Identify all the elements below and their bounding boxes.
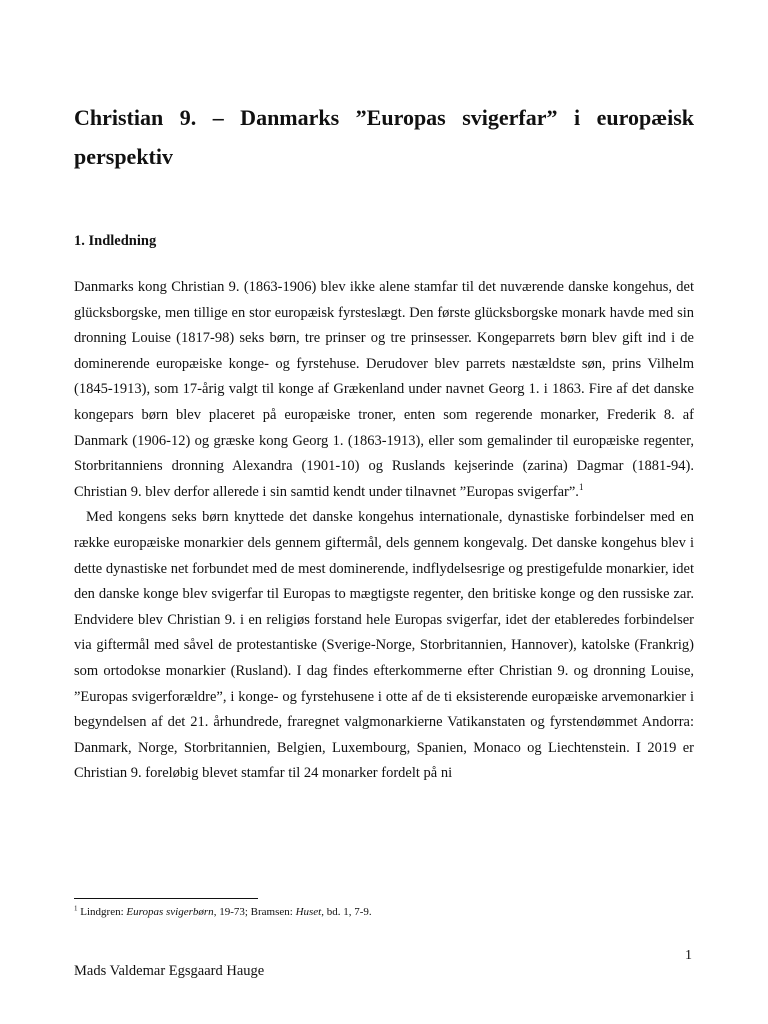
footnote-divider xyxy=(74,898,258,899)
body-text xyxy=(74,275,694,787)
footnote-text-1: Lindgren: xyxy=(77,906,127,918)
paragraph-2: Med kongens seks børn knyttede det danske kongehus internationale, dynastiske forbindelser med en række europæiske monarkier dels gennem giftermål, dels gennem kongevalg. Det danske kongehus blev i dette dynastiske net forbundet med de mest dominerende, indflydelsesrige og prestigefulde monarkier, idet den danske konge blev svigerfar til Europas to mægtigste regenter, den britiske konge og den russiske zar. Endvidere blev Christian 9. i en religiøs forstand hele Europas svigerfar, idet der etableredes forbindelser via giftermål med såvel de protestantiske (Sverige-Norge, Storbritannien, Hannover), katolske (Frankrig) som ortodokse monarkier (Rusland). I dag findes efterkommerne efter Christian 9. og dronning Louise, ”Europas svigerforældre”, i konge- og fyrstehusene i otte af de ti eksisterende europæiske arvemonarkier i begyndelsen af det 21. århundrede, fraregnet valgmonarkierne Vatikanstaten og fyrstendømmet Andorra: Danmark, Norge, Storbritannien, Belgien, Luxembourg, Spanien, Monaco og Liechtenstein. I 2019 er Christian 9. foreløbig blevet stamfar til 24 monarker fordelt på ni xyxy=(74,509,694,782)
document-title: Christian 9. – Danmarks ”Europas svigerfar” i europæisk perspektiv xyxy=(74,105,694,169)
footnote-mark: 1 xyxy=(74,904,78,913)
paragraph-1-text: Danmarks kong Christian 9. (1863-1906) blev ikke alene stamfar til det nuværende danske kongehus, det glücksborgske, men tillige en stor europæisk fyrsteslægt. Den første glücksborgske monark havde med sin dronning Louise (1817-98) seks børn, tre prinser og tre prinsesser. Kongeparrets børn blev gift ind i de dominerende europæiske konge- og fyrstehuse. Derudover blev parrets næstældste søn, prins Vilhelm (1845-1913), som 17-årig valgt til konge af Grækenland under navnet Georg 1. i 1863. Fire af det danske kongepars børn blev placeret på europæiske troner, enten som regerende monarker, Frederik 8. af Danmark (1906-12) og græske kong Georg 1. (1863-1913), eller som gemalinder til europæiske regenter, Storbritanniens dronning Alexandra (1901-10) og Ruslands kejserinde (zarina) Dagmar (1881-94). Christian 9. blev derfor allerede i sin samtid kendt under tilnavnet ”Europas svigerfar”. xyxy=(74,279,694,500)
paragraph-1 xyxy=(74,275,694,505)
footnote-title-1: Europas svigerbørn xyxy=(126,906,214,918)
section-heading: 1. Indledning xyxy=(74,233,157,249)
footnote-reference[interactable]: 1 xyxy=(578,481,584,492)
footnote-title-2: Huset xyxy=(295,906,322,918)
page-number: 1 xyxy=(685,948,692,963)
footnote-text-3: , bd. 1, 7-9. xyxy=(321,906,372,918)
footnote-text-2: , 19-73; Bramsen: xyxy=(213,906,296,918)
footnote xyxy=(74,905,372,919)
author-name: Mads Valdemar Egsgaard Hauge xyxy=(74,963,265,979)
